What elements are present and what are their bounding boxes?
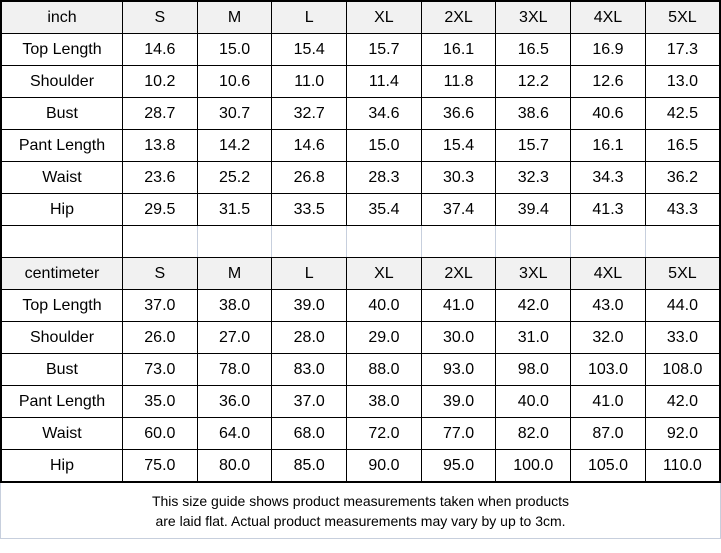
value-cell: 95.0 [421,450,496,483]
value-cell: 12.2 [496,66,571,98]
value-cell: 42.0 [496,290,571,322]
size-column-header: 4XL [571,1,646,34]
value-cell: 82.0 [496,418,571,450]
value-cell: 11.0 [272,66,347,98]
spacer-cell [197,226,272,258]
value-cell: 36.6 [421,98,496,130]
row-label-cell: Pant Length [1,130,123,162]
size-column-header: 5XL [645,258,720,290]
measurement-row [1,386,720,418]
value-cell: 36.0 [197,386,272,418]
value-cell: 37.0 [272,386,347,418]
spacer-cell [123,226,198,258]
value-cell: 78.0 [197,354,272,386]
value-cell: 14.6 [123,34,198,66]
measurement-row [1,450,720,483]
unit-cell: centimeter [1,258,123,290]
size-note [0,483,721,539]
value-cell: 105.0 [571,450,646,483]
value-cell: 30.3 [421,162,496,194]
size-column-header: 3XL [496,258,571,290]
value-cell: 27.0 [197,322,272,354]
value-cell: 35.4 [347,194,422,226]
unit-cell: inch [1,1,123,34]
value-cell: 38.0 [347,386,422,418]
size-column-header: 2XL [421,1,496,34]
measurement-row [1,66,720,98]
row-label-cell: Waist [1,162,123,194]
value-cell: 87.0 [571,418,646,450]
value-cell: 26.8 [272,162,347,194]
value-cell: 15.0 [347,130,422,162]
value-cell: 34.6 [347,98,422,130]
value-cell: 40.0 [496,386,571,418]
size-column-header: S [123,1,198,34]
value-cell: 38.0 [197,290,272,322]
spacer-cell [496,226,571,258]
value-cell: 30.7 [197,98,272,130]
value-cell: 44.0 [645,290,720,322]
value-cell: 37.4 [421,194,496,226]
value-cell: 42.0 [645,386,720,418]
measurement-row [1,194,720,226]
size-column-header: M [197,258,272,290]
value-cell: 37.0 [123,290,198,322]
value-cell: 39.0 [421,386,496,418]
value-cell: 40.6 [571,98,646,130]
size-header-row [1,1,720,34]
value-cell: 40.0 [347,290,422,322]
measurement-row [1,354,720,386]
value-cell: 13.0 [645,66,720,98]
value-cell: 77.0 [421,418,496,450]
spacer-cell [272,226,347,258]
value-cell: 64.0 [197,418,272,450]
value-cell: 15.7 [496,130,571,162]
row-label-cell: Hip [1,450,123,483]
size-column-header: L [272,258,347,290]
value-cell: 29.5 [123,194,198,226]
value-cell: 15.7 [347,34,422,66]
value-cell: 38.6 [496,98,571,130]
value-cell: 11.8 [421,66,496,98]
value-cell: 31.5 [197,194,272,226]
value-cell: 75.0 [123,450,198,483]
value-cell: 73.0 [123,354,198,386]
size-column-header: 2XL [421,258,496,290]
value-cell: 92.0 [645,418,720,450]
value-cell: 15.4 [272,34,347,66]
measurement-row [1,130,720,162]
value-cell: 41.0 [421,290,496,322]
value-cell: 33.5 [272,194,347,226]
value-cell: 31.0 [496,322,571,354]
value-cell: 16.5 [496,34,571,66]
measurement-row [1,34,720,66]
value-cell: 33.0 [645,322,720,354]
value-cell: 23.6 [123,162,198,194]
measurement-row [1,322,720,354]
value-cell: 60.0 [123,418,198,450]
size-column-header: L [272,1,347,34]
row-label-cell: Top Length [1,34,123,66]
row-label-cell: Pant Length [1,386,123,418]
value-cell: 10.6 [197,66,272,98]
value-cell: 88.0 [347,354,422,386]
value-cell: 90.0 [347,450,422,483]
value-cell: 28.0 [272,322,347,354]
value-cell: 25.2 [197,162,272,194]
value-cell: 32.3 [496,162,571,194]
value-cell: 35.0 [123,386,198,418]
spacer-cell [571,226,646,258]
size-header-row [1,258,720,290]
row-label-cell: Waist [1,418,123,450]
value-cell: 110.0 [645,450,720,483]
row-label-cell: Bust [1,98,123,130]
row-label-cell: Shoulder [1,322,123,354]
value-cell: 100.0 [496,450,571,483]
value-cell: 16.5 [645,130,720,162]
value-cell: 26.0 [123,322,198,354]
measurement-row [1,98,720,130]
measurement-row [1,418,720,450]
value-cell: 41.3 [571,194,646,226]
value-cell: 43.0 [571,290,646,322]
size-column-header: M [197,1,272,34]
value-cell: 32.0 [571,322,646,354]
measurement-row [1,290,720,322]
value-cell: 10.2 [123,66,198,98]
value-cell: 108.0 [645,354,720,386]
value-cell: 41.0 [571,386,646,418]
value-cell: 16.9 [571,34,646,66]
value-cell: 14.6 [272,130,347,162]
spacer-cell [421,226,496,258]
size-column-header: 5XL [645,1,720,34]
value-cell: 29.0 [347,322,422,354]
value-cell: 17.3 [645,34,720,66]
size-column-header: XL [347,1,422,34]
spacer-label-cell [1,226,123,258]
value-cell: 12.6 [571,66,646,98]
value-cell: 83.0 [272,354,347,386]
value-cell: 28.7 [123,98,198,130]
value-cell: 39.0 [272,290,347,322]
value-cell: 16.1 [421,34,496,66]
value-cell: 72.0 [347,418,422,450]
value-cell: 28.3 [347,162,422,194]
value-cell: 15.0 [197,34,272,66]
value-cell: 68.0 [272,418,347,450]
size-column-header: 4XL [571,258,646,290]
value-cell: 15.4 [421,130,496,162]
value-cell: 14.2 [197,130,272,162]
measurement-row [1,162,720,194]
value-cell: 43.3 [645,194,720,226]
value-cell: 11.4 [347,66,422,98]
value-cell: 85.0 [272,450,347,483]
value-cell: 13.8 [123,130,198,162]
size-note-line1: This size guide shows product measurements taken when products [151,492,570,509]
spacer-row [1,226,720,258]
value-cell: 98.0 [496,354,571,386]
row-label-cell: Shoulder [1,66,123,98]
row-label-cell: Top Length [1,290,123,322]
value-cell: 80.0 [197,450,272,483]
value-cell: 103.0 [571,354,646,386]
value-cell: 30.0 [421,322,496,354]
value-cell: 34.3 [571,162,646,194]
value-cell: 36.2 [645,162,720,194]
value-cell: 32.7 [272,98,347,130]
spacer-cell [645,226,720,258]
size-column-header: S [123,258,198,290]
value-cell: 42.5 [645,98,720,130]
size-column-header: 3XL [496,1,571,34]
size-column-header: XL [347,258,422,290]
row-label-cell: Hip [1,194,123,226]
row-label-cell: Bust [1,354,123,386]
value-cell: 16.1 [571,130,646,162]
size-note-line2: are laid flat. Actual product measurements may vary by up to 3cm. [155,512,566,529]
value-cell: 39.4 [496,194,571,226]
spacer-cell [347,226,422,258]
value-cell: 93.0 [421,354,496,386]
